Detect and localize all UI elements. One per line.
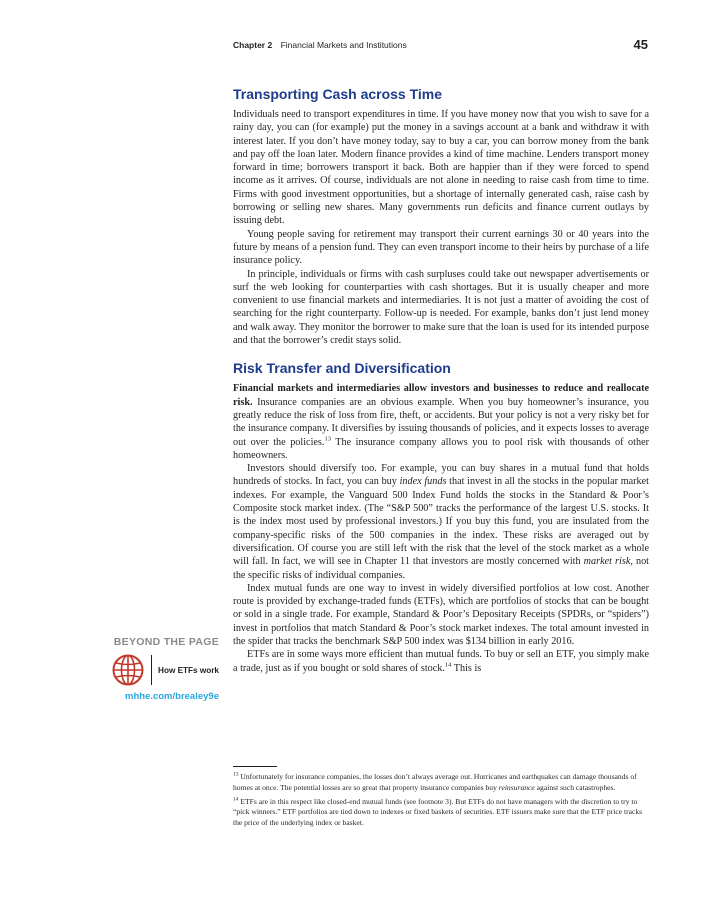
text-span: not the specific risks of individual companies. <box>233 556 650 581</box>
term-index-funds: index funds <box>399 476 447 488</box>
text-span: ETFs are in some ways more efficient than mutual funds. To buy or sell an ETF, you simply make a trade, just as if you bought or sold shares of stock. <box>233 649 649 674</box>
paragraph: Individuals need to transport expenditures in time. If you have money now that you wish to save for a rainy day, you can (for example) put the money in a savings account at a bank and withdraw it with interest later. If you don’t have money today, say to buy a car, you can borrow money from the bank and pay off the loan later. Modern finance provides a kind of time machine. Lenders transport money forward in time; borrowers transport it back. Both are happier than if they were forced to spend income as it arrives. Of course, individuals are not alone in needing to raise cash from time to time. Firms with good investment opportunities, but a shortage of internally generated cash, raise cash by borrowing or selling new shares. Many governments run deficits and finance current outlays by issuing debt. <box>233 109 649 227</box>
term-reinsurance: reinsurance <box>498 782 535 792</box>
how-etfs-work-link[interactable]: How ETFs work <box>158 665 219 675</box>
beyond-the-page-label: BEYOND THE PAGE <box>113 636 219 648</box>
footnote-13 <box>233 772 649 794</box>
paragraph <box>233 648 649 675</box>
website-link[interactable]: mhhe.com/brealey9e <box>125 691 219 702</box>
section-heading-risk-transfer: Risk Transfer and Diversification <box>233 360 451 377</box>
text-span: Investors should diversify too. For example, you can buy shares in a mutual fund that holds hundreds of stocks. In fact, you can buy <box>233 463 649 488</box>
footnote-number: 14 <box>233 796 239 803</box>
text-span: that invest in all the stocks in the popular market indexes. For example, the Vanguard 500 Index Fund holds the stocks in the Standard & Poor’s Composite stock market index. (The “S&P 500” tracks the performance of the largest U.S. stocks. It is the index most used by professional investors.) If you buy this fund, you are insulated from the company-specific risks of the 500 companies in the index. These risks are averaged out by diversification. Of course you are still left with the risk that the level of the stock market as a whole will fall. In fact, we will see in Chapter 11 that investors are mostly concerned with <box>233 476 649 568</box>
paragraph: Index mutual funds are one way to invest in widely diversified portfolios at low cost. Another route is provided by exchange-traded funds (ETFs), which are portfolios of stocks that can be bought or sold in a single trade. For example, Standard & Poor’s Depositary Receipts (SPDRs, or “spiders”) invest in portfolios that match Standard & Poor’s stock market indexes. The total amount invested in the spider that tracks the benchmark S&P 500 index was $134 billion in early 2016. <box>233 582 649 647</box>
running-header <box>233 37 648 54</box>
chapter-title: Financial Markets and Institutions <box>280 40 407 50</box>
globe-icon <box>111 653 145 687</box>
text-span: Insurance companies are an obvious example. When you buy homeowner’s insurance, you greatly reduce the risk of loss from fire, theft, or accidents. But your policy is not a very risky bet for the insurance company. It diversifies by issuing thousands of policies, and it expects losses to average out over the policies. <box>233 396 649 448</box>
paragraph <box>233 382 649 462</box>
beyond-the-page-sidebar <box>87 636 219 702</box>
footnote-ref-13[interactable]: 13 <box>324 435 331 443</box>
text-span: against such catastrophes. <box>534 782 616 792</box>
text-span: Unfortunately for insurance companies, the losses don’t always average out. Hurricanes and earthquakes can damage thousands of homes at once. The potential losses are so great that property insurance companies buy <box>233 772 637 792</box>
footnote-rule <box>233 766 277 767</box>
section-heading-transporting-cash: Transporting Cash across Time <box>233 86 443 102</box>
paragraph: Young people saving for retirement may transport their current earnings 30 or 40 years into the future by means of a pension fund. They can even transport income to their heirs by purchase of a life insurance policy. <box>233 228 649 267</box>
footnote-14 <box>233 797 649 829</box>
text-span: ETFs are in this respect like closed-end mutual funds (see footnote 3). But ETFs do not have managers with the discretion to try to “pick winners.” ETF portfolios are tied down to indexes or fixed baskets of securities. ETF issuers make sure that the ETF price tracks the price of the underlying index or basket. <box>233 796 643 828</box>
etf-link-row[interactable] <box>87 653 219 687</box>
footnote-number: 13 <box>233 771 239 778</box>
text-span: The insurance company allows you to pool risk with thousands of other homeowners. <box>233 436 649 461</box>
chapter-label: Chapter 2 <box>233 40 273 50</box>
paragraph: In principle, individuals or firms with cash surpluses could take out newspaper advertisements or surf the web looking for counterparties with cash shortages. But it is usually cheaper and more convenient to use financial markets and intermediaries. It is not just a matter of avoiding the cost of searching for the right counterparty. Follow-up is needed. For example, banks don’t just lend money and walk away. They monitor the borrower to make sure that the loan is used for its intended purpose and that the borrower’s credit stays solid. <box>233 268 649 347</box>
footnotes <box>233 766 649 832</box>
page-number: 45 <box>633 37 648 52</box>
bold-lead-sentence: Financial markets and intermediaries allow investors and businesses to reduce and reallocate risk. <box>233 383 649 408</box>
text-span: This is <box>451 662 482 674</box>
divider <box>151 655 152 685</box>
term-market-risk: market risk, <box>583 556 633 568</box>
footnote-ref-14[interactable]: 14 <box>444 661 452 669</box>
paragraph <box>233 462 649 582</box>
main-text <box>233 85 649 675</box>
